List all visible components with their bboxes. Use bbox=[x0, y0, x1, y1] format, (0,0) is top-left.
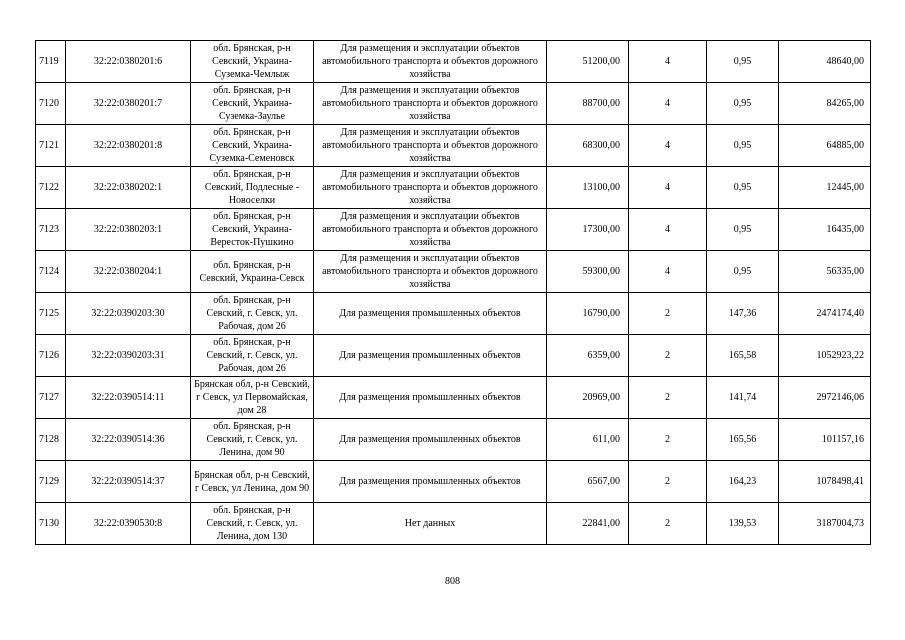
area-cell: 611,00 bbox=[547, 419, 629, 461]
permitted-use-cell: Для размещения промышленных объектов bbox=[314, 335, 547, 377]
rate-cell: 0,95 bbox=[707, 167, 779, 209]
address-cell: обл. Брянская, р-н Севский, Украина-Суземка-Семеновск bbox=[191, 125, 314, 167]
area-cell: 13100,00 bbox=[547, 167, 629, 209]
address-cell: обл. Брянская, р-н Севский, Подлесные - Новоселки bbox=[191, 167, 314, 209]
rate-cell: 164,23 bbox=[707, 461, 779, 503]
table-row bbox=[36, 503, 871, 545]
permitted-use-cell: Для размещения и эксплуатации объектов автомобильного транспорта и объектов дорожного хозяйства bbox=[314, 251, 547, 293]
address-cell: обл. Брянская, р-н Севский, г. Севск, ул. Рабочая, дом 26 bbox=[191, 293, 314, 335]
row-number: 7119 bbox=[36, 41, 66, 83]
row-number: 7120 bbox=[36, 83, 66, 125]
cadastral-number: 32:22:0380203:1 bbox=[66, 209, 191, 251]
rate-cell: 165,56 bbox=[707, 419, 779, 461]
permitted-use-cell: Для размещения промышленных объектов bbox=[314, 377, 547, 419]
cadastral-value-cell: 2972146,06 bbox=[779, 377, 871, 419]
row-number: 7129 bbox=[36, 461, 66, 503]
row-number: 7126 bbox=[36, 335, 66, 377]
cadastral-value-cell: 16435,00 bbox=[779, 209, 871, 251]
group-cell: 4 bbox=[629, 41, 707, 83]
cadastral-number: 32:22:0380201:7 bbox=[66, 83, 191, 125]
row-number: 7128 bbox=[36, 419, 66, 461]
area-cell: 59300,00 bbox=[547, 251, 629, 293]
cadastral-value-cell: 56335,00 bbox=[779, 251, 871, 293]
rate-cell: 0,95 bbox=[707, 41, 779, 83]
cadastral-value-cell: 1052923,22 bbox=[779, 335, 871, 377]
area-cell: 20969,00 bbox=[547, 377, 629, 419]
group-cell: 2 bbox=[629, 293, 707, 335]
group-cell: 2 bbox=[629, 503, 707, 545]
address-cell: обл. Брянская, р-н Севский, Украина-Bересток-Пушкино bbox=[191, 209, 314, 251]
address-cell: Брянская обл, р-н Севский, г Севск, ул Ленина, дом 90 bbox=[191, 461, 314, 503]
table-row bbox=[36, 335, 871, 377]
cadastral-value-cell: 3187004,73 bbox=[779, 503, 871, 545]
table-row bbox=[36, 209, 871, 251]
table-row bbox=[36, 251, 871, 293]
table-row bbox=[36, 419, 871, 461]
cadastral-number: 32:22:0380204:1 bbox=[66, 251, 191, 293]
area-cell: 22841,00 bbox=[547, 503, 629, 545]
rate-cell: 0,95 bbox=[707, 83, 779, 125]
table-row bbox=[36, 41, 871, 83]
cadastral-value-cell: 2474174,40 bbox=[779, 293, 871, 335]
row-number: 7122 bbox=[36, 167, 66, 209]
permitted-use-cell: Для размещения промышленных объектов bbox=[314, 293, 547, 335]
group-cell: 4 bbox=[629, 167, 707, 209]
cadastral-number: 32:22:0380201:8 bbox=[66, 125, 191, 167]
cadastral-value-cell: 64885,00 bbox=[779, 125, 871, 167]
permitted-use-cell: Нет данных bbox=[314, 503, 547, 545]
group-cell: 2 bbox=[629, 419, 707, 461]
row-number: 7123 bbox=[36, 209, 66, 251]
row-number: 7124 bbox=[36, 251, 66, 293]
address-cell: Брянская обл, р-н Севский, г Севск, ул Первомайская, дом 28 bbox=[191, 377, 314, 419]
permitted-use-cell: Для размещения промышленных объектов bbox=[314, 461, 547, 503]
area-cell: 51200,00 bbox=[547, 41, 629, 83]
permitted-use-cell: Для размещения и эксплуатации объектов автомобильного транспорта и объектов дорожного хозяйства bbox=[314, 83, 547, 125]
permitted-use-cell: Для размещения и эксплуатации объектов автомобильного транспорта и объектов дорожного хозяйства bbox=[314, 125, 547, 167]
table-row bbox=[36, 293, 871, 335]
row-number: 7121 bbox=[36, 125, 66, 167]
permitted-use-cell: Для размещения и эксплуатации объектов автомобильного транспорта и объектов дорожного хозяйства bbox=[314, 209, 547, 251]
cadastral-table-body bbox=[36, 41, 871, 545]
row-number: 7127 bbox=[36, 377, 66, 419]
cadastral-value-cell: 48640,00 bbox=[779, 41, 871, 83]
group-cell: 4 bbox=[629, 125, 707, 167]
area-cell: 16790,00 bbox=[547, 293, 629, 335]
table-row bbox=[36, 461, 871, 503]
group-cell: 4 bbox=[629, 83, 707, 125]
group-cell: 2 bbox=[629, 377, 707, 419]
rate-cell: 0,95 bbox=[707, 125, 779, 167]
group-cell: 4 bbox=[629, 209, 707, 251]
cadastral-value-cell: 12445,00 bbox=[779, 167, 871, 209]
address-cell: обл. Брянская, р-н Севский, Украина-Севск bbox=[191, 251, 314, 293]
cadastral-number: 32:22:0390514:36 bbox=[66, 419, 191, 461]
permitted-use-cell: Для размещения и эксплуатации объектов автомобильного транспорта и объектов дорожного хозяйства bbox=[314, 41, 547, 83]
address-cell: обл. Брянская, р-н Севский, г. Севск, ул. Ленина, дом 90 bbox=[191, 419, 314, 461]
table-row bbox=[36, 377, 871, 419]
cadastral-table bbox=[35, 40, 871, 545]
group-cell: 4 bbox=[629, 251, 707, 293]
cadastral-value-cell: 101157,16 bbox=[779, 419, 871, 461]
table-row bbox=[36, 167, 871, 209]
row-number: 7130 bbox=[36, 503, 66, 545]
group-cell: 2 bbox=[629, 335, 707, 377]
area-cell: 68300,00 bbox=[547, 125, 629, 167]
rate-cell: 165,58 bbox=[707, 335, 779, 377]
rate-cell: 0,95 bbox=[707, 251, 779, 293]
area-cell: 17300,00 bbox=[547, 209, 629, 251]
permitted-use-cell: Для размещения и эксплуатации объектов автомобильного транспорта и объектов дорожного хозяйства bbox=[314, 167, 547, 209]
cadastral-number: 32:22:0390203:30 bbox=[66, 293, 191, 335]
cadastral-number: 32:22:0390530:8 bbox=[66, 503, 191, 545]
cadastral-number: 32:22:0380201:6 bbox=[66, 41, 191, 83]
row-number: 7125 bbox=[36, 293, 66, 335]
area-cell: 6567,00 bbox=[547, 461, 629, 503]
permitted-use-cell: Для размещения промышленных объектов bbox=[314, 419, 547, 461]
cadastral-value-cell: 1078498,41 bbox=[779, 461, 871, 503]
address-cell: обл. Брянская, р-н Севский, Украина-Суземка-Чемлыж bbox=[191, 41, 314, 83]
rate-cell: 0,95 bbox=[707, 209, 779, 251]
cadastral-number: 32:22:0390514:37 bbox=[66, 461, 191, 503]
area-cell: 6359,00 bbox=[547, 335, 629, 377]
rate-cell: 139,53 bbox=[707, 503, 779, 545]
cadastral-value-cell: 84265,00 bbox=[779, 83, 871, 125]
address-cell: обл. Брянская, р-н Севский, г. Севск, ул. Ленина, дом 130 bbox=[191, 503, 314, 545]
cadastral-number: 32:22:0390514:11 bbox=[66, 377, 191, 419]
rate-cell: 147,36 bbox=[707, 293, 779, 335]
address-cell: обл. Брянская, р-н Севский, г. Севск, ул. Рабочая, дом 26 bbox=[191, 335, 314, 377]
cadastral-number: 32:22:0390203:31 bbox=[66, 335, 191, 377]
cadastral-number: 32:22:0380202:1 bbox=[66, 167, 191, 209]
area-cell: 88700,00 bbox=[547, 83, 629, 125]
address-cell: обл. Брянская, р-н Севский, Украина-Суземка-Заулье bbox=[191, 83, 314, 125]
table-row bbox=[36, 83, 871, 125]
rate-cell: 141,74 bbox=[707, 377, 779, 419]
group-cell: 2 bbox=[629, 461, 707, 503]
table-row bbox=[36, 125, 871, 167]
page-number: 808 bbox=[445, 576, 460, 587]
